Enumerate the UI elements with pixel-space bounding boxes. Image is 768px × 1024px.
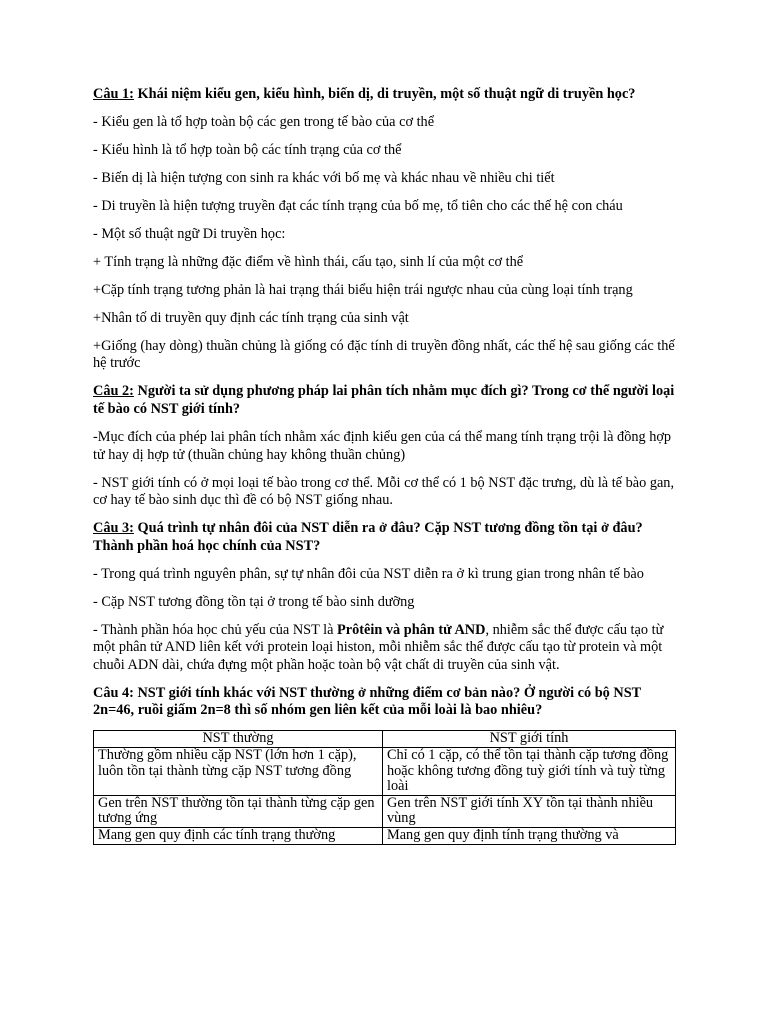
q3-answer-1: - Trong quá trình nguyên phân, sự tự nhân đôi của NST diễn ra ở kì trung gian trong nhân tế bào [93, 565, 644, 582]
question-1-text: Khái niệm kiểu gen, kiểu hình, biến dị, di truyền, một số thuật ngữ di truyền học? [133, 86, 636, 102]
q1-answer-5: - Một số thuật ngữ Di truyền học: [93, 225, 286, 242]
q1-answer-3: - Biến dị là hiện tượng con sinh ra khác với bố mẹ và khác nhau về nhiều chi tiết [93, 169, 555, 186]
q1-answer-2: - Kiểu hình là tổ hợp toàn bộ các tính trạng của cơ thể [93, 141, 402, 158]
table-cell: Thường gồm nhiều cặp NST (lớn hơn 1 cặp), luôn tồn tại thành từng cặp NST tương đồng [94, 748, 383, 796]
q2-answer-2: - NST giới tính có ở mọi loại tế bào trong cơ thể. Mỗi cơ thể có 1 bộ NST đặc trưng, dù là tế bào gan, cơ hay tế bào sinh dục thì đề có bộ NST giống nhau. [93, 474, 675, 509]
q1-answer-4: - Di truyền là hiện tượng truyền đạt các tính trạng của bố mẹ, tổ tiên cho các thế hệ con cháu [93, 197, 623, 214]
question-4: Câu 4: NST giới tính khác với NST thường ở những điểm cơ bản nào? Ở người có bộ NST 2n=46, ruồi giấm 2n=8 thì số nhóm gen liên kết của mỗi loài là bao nhiêu? [93, 684, 641, 719]
document-content [93, 86, 677, 845]
table-cell: Chỉ có 1 cặp, có thể tồn tại thành cặp tương đồng hoặc không tương đồng tuỳ giới tính và tuỳ từng loài [383, 748, 676, 796]
q1-answer-1: - Kiểu gen là tổ hợp toàn bộ các gen trong tế bào của cơ thể [93, 113, 435, 130]
question-3-text: Quá trình tự nhân đôi của NST diễn ra ở đâu? Cặp NST tương đồng tồn tại ở đâu? Thành phần hoá học chính của NST? [93, 520, 643, 554]
question-3-label: Câu 3: [93, 520, 134, 537]
question-1 [93, 86, 677, 104]
q3-answer-2: - Cặp NST tương đồng tồn tại ở trong tế bào sinh dưỡng [93, 593, 415, 610]
table-cell: Mang gen quy định tính trạng thường và [383, 828, 676, 845]
q1-answer-8: +Nhân tố di truyền quy định các tính trạng của sinh vật [93, 309, 409, 326]
table-cell: Gen trên NST giới tính XY tồn tại thành nhiều vùng [383, 795, 676, 827]
question-3 [93, 520, 677, 555]
question-2-label: Câu 2: [93, 383, 134, 400]
table-row [94, 828, 676, 845]
table-cell: Gen trên NST thường tồn tại thành từng cặp gen tương ứng [94, 795, 383, 827]
question-1-label: Câu 1: [93, 86, 134, 102]
table-row [94, 795, 676, 827]
q1-answer-9: +Giống (hay dòng) thuần chủng là giống có đặc tính di truyền đồng nhất, các thế hệ sau giống các thế hệ trước [93, 337, 675, 372]
table-header-autosome: NST thường [94, 731, 383, 748]
q3-answer-3 [93, 622, 677, 675]
q3-answer-3-end: , nhiễm sắc thể được cấu tạo từ một phân tử AND liên kết với protein loại histon, mỗi nhiễm sắc thể được cấu tạo từ protein và một chuỗi ADN dài, chứa đựng một phần hoặc toàn bộ vật chất di truyền của sinh vật. [93, 621, 664, 673]
table-header-row [94, 731, 676, 748]
q1-answer-7: +Cặp tính trạng tương phản là hai trạng thái biểu hiện trái ngược nhau của cùng loại tính trạng [93, 281, 633, 298]
table-row [94, 748, 676, 796]
q3-answer-3-start: - Thành phần hóa học chủ yếu của NST là [93, 621, 338, 638]
table-header-sex-chromosome: NST giới tính [383, 731, 676, 748]
comparison-table [93, 730, 676, 844]
table-cell: Mang gen quy định các tính trạng thường [94, 828, 383, 845]
question-2-text: Người ta sử dụng phương pháp lai phân tích nhằm mục đích gì? Trong cơ thể người loại tế bào có NST giới tính? [93, 383, 675, 418]
q1-answer-6: + Tính trạng là những đặc điểm về hình thái, cấu tạo, sinh lí của một cơ thể [93, 253, 524, 270]
q2-answer-1: -Mục đích của phép lai phân tích nhằm xác định kiểu gen của cá thể mang tính trạng trội là đồng hợp tử hay dị hợp tử (thuần chủng hay không thuần chủng) [93, 429, 672, 463]
question-2 [93, 383, 677, 418]
q3-answer-3-bold: Prôtêin và phân tử AND [337, 621, 486, 638]
